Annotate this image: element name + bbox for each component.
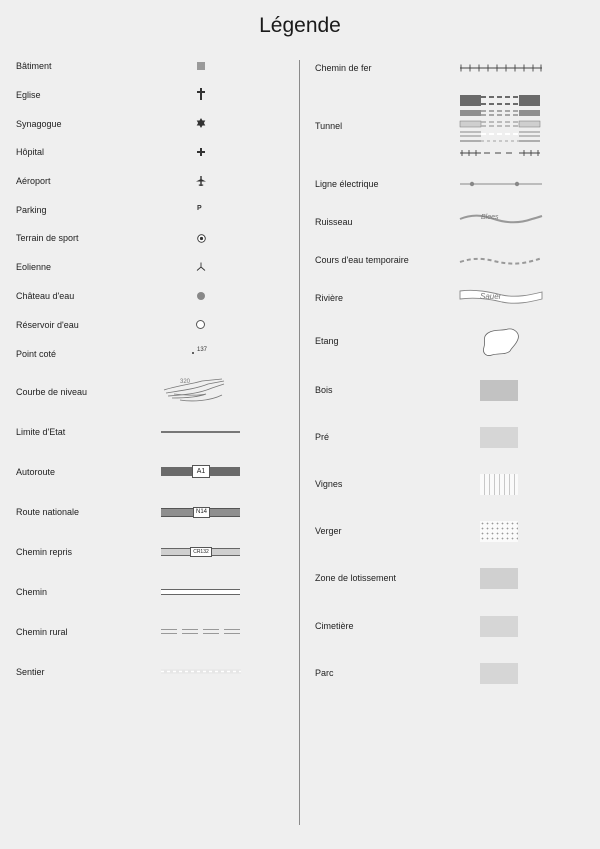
meadow-area (480, 427, 518, 448)
label-synagogue: Synagogue (16, 119, 62, 129)
hospital-cross-icon (197, 148, 205, 156)
label-point-cote: Point coté (16, 349, 57, 359)
power-line (460, 180, 542, 188)
vineyard-area (480, 474, 518, 495)
housing-estate-area (480, 568, 518, 589)
label-cours-d-eau-temporaire: Cours d'eau temporaire (315, 255, 409, 265)
label-chemin-repris: Chemin repris (16, 547, 73, 557)
rural-path-line (161, 628, 241, 636)
column-divider (299, 60, 300, 825)
label-verger: Verger (315, 526, 342, 536)
river-name: Sauer (480, 292, 502, 301)
label-reservoir-d-eau: Réservoir d'eau (16, 320, 79, 330)
label-zone-de-lotissement: Zone de lotissement (315, 573, 397, 583)
forest-area (480, 380, 518, 401)
water-reservoir-icon (196, 320, 205, 329)
parking-icon: P (197, 205, 202, 212)
secondary-road-shield: CR132 (190, 547, 212, 557)
spot-height-value: 137 (197, 347, 208, 353)
wind-turbine-icon (196, 262, 206, 272)
label-batiment: Bâtiment (16, 61, 52, 71)
label-ligne-electrique: Ligne électrique (315, 179, 379, 189)
cemetery-area (480, 616, 518, 637)
label-chemin-rural: Chemin rural (16, 627, 68, 637)
label-chemin: Chemin (16, 587, 48, 597)
label-eglise: Eglise (16, 90, 41, 100)
label-terrain-de-sport: Terrain de sport (16, 233, 79, 243)
park-area (480, 663, 518, 684)
tunnel-symbols (460, 94, 542, 158)
contour-value: 320 (180, 379, 191, 385)
label-autoroute: Autoroute (16, 467, 56, 477)
water-tower-icon (197, 292, 205, 300)
railway-line (460, 63, 542, 73)
contour-lines-icon (162, 378, 226, 404)
label-parking: Parking (16, 205, 47, 215)
label-chateau-d-eau: Château d'eau (16, 291, 75, 301)
label-aeroport: Aéroport (16, 176, 51, 186)
state-border-line (161, 431, 240, 433)
label-chemin-de-fer: Chemin de fer (315, 63, 372, 73)
label-cimetiere: Cimetière (315, 621, 354, 631)
label-bois: Bois (315, 385, 333, 395)
spot-height-dot-icon (192, 352, 194, 354)
path-line (161, 589, 240, 595)
stream-name: Blees (481, 214, 499, 221)
sports-ball-icon (197, 234, 206, 243)
building-icon (197, 62, 205, 70)
trail-line (161, 669, 241, 675)
stream-line (460, 211, 542, 227)
label-tunnel: Tunnel (315, 121, 343, 131)
label-parc: Parc (315, 668, 334, 678)
airplane-icon (196, 176, 206, 186)
temporary-stream-line (460, 252, 542, 268)
star-of-david-icon (196, 118, 206, 128)
label-vignes: Vignes (315, 479, 343, 489)
label-riviere: Rivière (315, 293, 344, 303)
label-eolienne: Eolienne (16, 262, 52, 272)
motorway-shield: A1 (192, 465, 210, 478)
pond-symbol (480, 327, 522, 359)
label-hopital: Hôpital (16, 147, 45, 157)
page-title: Légende (259, 14, 341, 37)
label-courbe-de-niveau: Courbe de niveau (16, 387, 88, 397)
national-road-shield: N14 (193, 507, 210, 518)
label-limite-d-etat: Limite d'Etat (16, 427, 66, 437)
label-route-nationale: Route nationale (16, 507, 80, 517)
label-ruisseau: Ruisseau (315, 217, 353, 227)
label-pre: Pré (315, 432, 330, 442)
orchard-area (480, 521, 518, 542)
label-sentier: Sentier (16, 667, 45, 677)
label-etang: Etang (315, 336, 339, 346)
church-cross-icon (196, 88, 206, 100)
